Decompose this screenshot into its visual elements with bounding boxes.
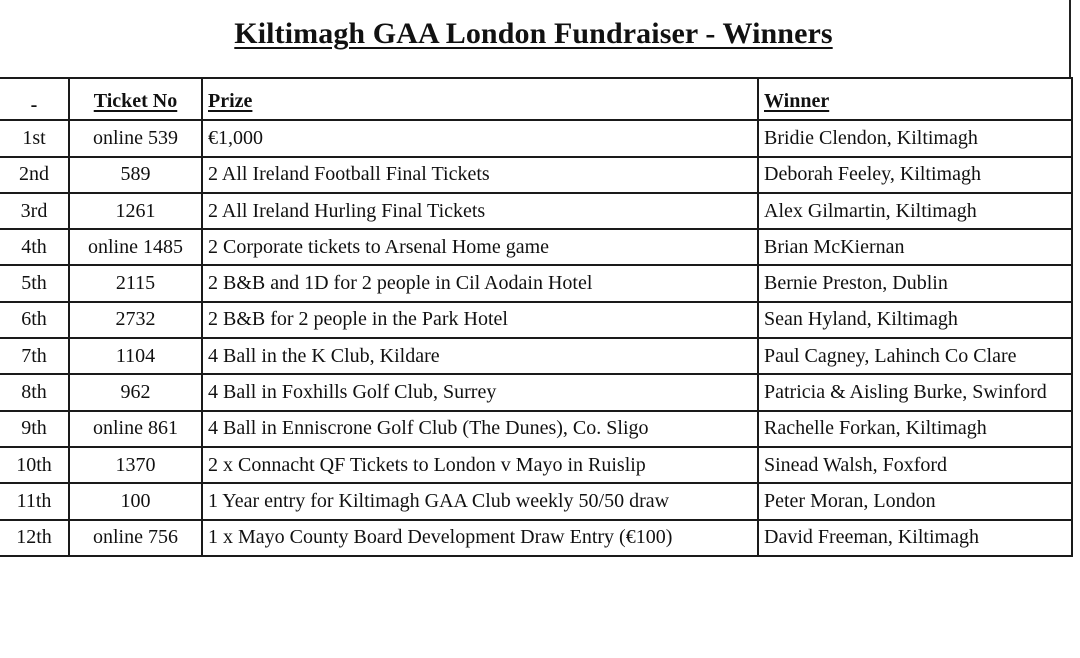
column-header-prize: Prize [202, 78, 758, 120]
cell-prize: 4 Ball in Foxhills Golf Club, Surrey [202, 374, 758, 410]
cell-ticket-no: 1261 [69, 193, 202, 229]
cell-rank: 1st [0, 120, 69, 156]
table-row [0, 447, 1072, 483]
cell-prize: 2 Corporate tickets to Arsenal Home game [202, 229, 758, 265]
table-row [0, 411, 1072, 447]
cell-winner: David Freeman, Kiltimagh [758, 520, 1072, 556]
table-row [0, 302, 1072, 338]
cell-prize: 2 B&B for 2 people in the Park Hotel [202, 302, 758, 338]
cell-rank: 10th [0, 447, 69, 483]
cell-winner: Sean Hyland, Kiltimagh [758, 302, 1072, 338]
table-row [0, 229, 1072, 265]
cell-prize: 2 All Ireland Football Final Tickets [202, 157, 758, 193]
cell-rank: 8th [0, 374, 69, 410]
cell-rank: 12th [0, 520, 69, 556]
cell-winner: Paul Cagney, Lahinch Co Clare [758, 338, 1072, 374]
table-row [0, 120, 1072, 156]
table-row [0, 520, 1072, 556]
cell-ticket-no: 2115 [69, 265, 202, 301]
cell-ticket-no: online 1485 [69, 229, 202, 265]
cell-prize: 1 Year entry for Kiltimagh GAA Club weekly 50/50 draw [202, 483, 758, 519]
table-row [0, 338, 1072, 374]
table-row [0, 193, 1072, 229]
cell-prize: 4 Ball in Enniscrone Golf Club (The Dunes), Co. Sligo [202, 411, 758, 447]
page-title: Kiltimagh GAA London Fundraiser - Winners [234, 17, 833, 50]
cell-ticket-no: 1104 [69, 338, 202, 374]
cell-rank: 9th [0, 411, 69, 447]
cell-prize: 2 All Ireland Hurling Final Tickets [202, 193, 758, 229]
cell-ticket-no: 1370 [69, 447, 202, 483]
table-row [0, 265, 1072, 301]
cell-prize: 2 B&B and 1D for 2 people in Cil Aodain Hotel [202, 265, 758, 301]
cell-winner: Alex Gilmartin, Kiltimagh [758, 193, 1072, 229]
cell-rank: 4th [0, 229, 69, 265]
cell-winner: Rachelle Forkan, Kiltimagh [758, 411, 1072, 447]
cell-winner: Peter Moran, London [758, 483, 1072, 519]
page-border-right [1069, 0, 1071, 78]
table-row [0, 374, 1072, 410]
cell-winner: Deborah Feeley, Kiltimagh [758, 157, 1072, 193]
cell-rank: 3rd [0, 193, 69, 229]
cell-winner: Bridie Clendon, Kiltimagh [758, 120, 1072, 156]
table-row [0, 483, 1072, 519]
cell-ticket-no: online 861 [69, 411, 202, 447]
cell-ticket-no: 2732 [69, 302, 202, 338]
cell-winner: Brian McKiernan [758, 229, 1072, 265]
cell-rank: 6th [0, 302, 69, 338]
cell-ticket-no: 100 [69, 483, 202, 519]
winners-table [0, 77, 1073, 557]
cell-prize: €1,000 [202, 120, 758, 156]
cell-rank: 5th [0, 265, 69, 301]
cell-ticket-no: 962 [69, 374, 202, 410]
column-header-rank: - [0, 78, 69, 120]
column-header-winner: Winner [758, 78, 1072, 120]
cell-rank: 2nd [0, 157, 69, 193]
column-header-ticket-no: Ticket No [69, 78, 202, 120]
cell-winner: Sinead Walsh, Foxford [758, 447, 1072, 483]
cell-rank: 7th [0, 338, 69, 374]
table-header-row [0, 78, 1072, 120]
cell-rank: 11th [0, 483, 69, 519]
cell-prize: 4 Ball in the K Club, Kildare [202, 338, 758, 374]
table-row [0, 157, 1072, 193]
cell-prize: 1 x Mayo County Board Development Draw Entry (€100) [202, 520, 758, 556]
cell-winner: Patricia & Aisling Burke, Swinford [758, 374, 1072, 410]
cell-prize: 2 x Connacht QF Tickets to London v Mayo in Ruislip [202, 447, 758, 483]
cell-ticket-no: online 756 [69, 520, 202, 556]
cell-ticket-no: 589 [69, 157, 202, 193]
cell-winner: Bernie Preston, Dublin [758, 265, 1072, 301]
cell-ticket-no: online 539 [69, 120, 202, 156]
